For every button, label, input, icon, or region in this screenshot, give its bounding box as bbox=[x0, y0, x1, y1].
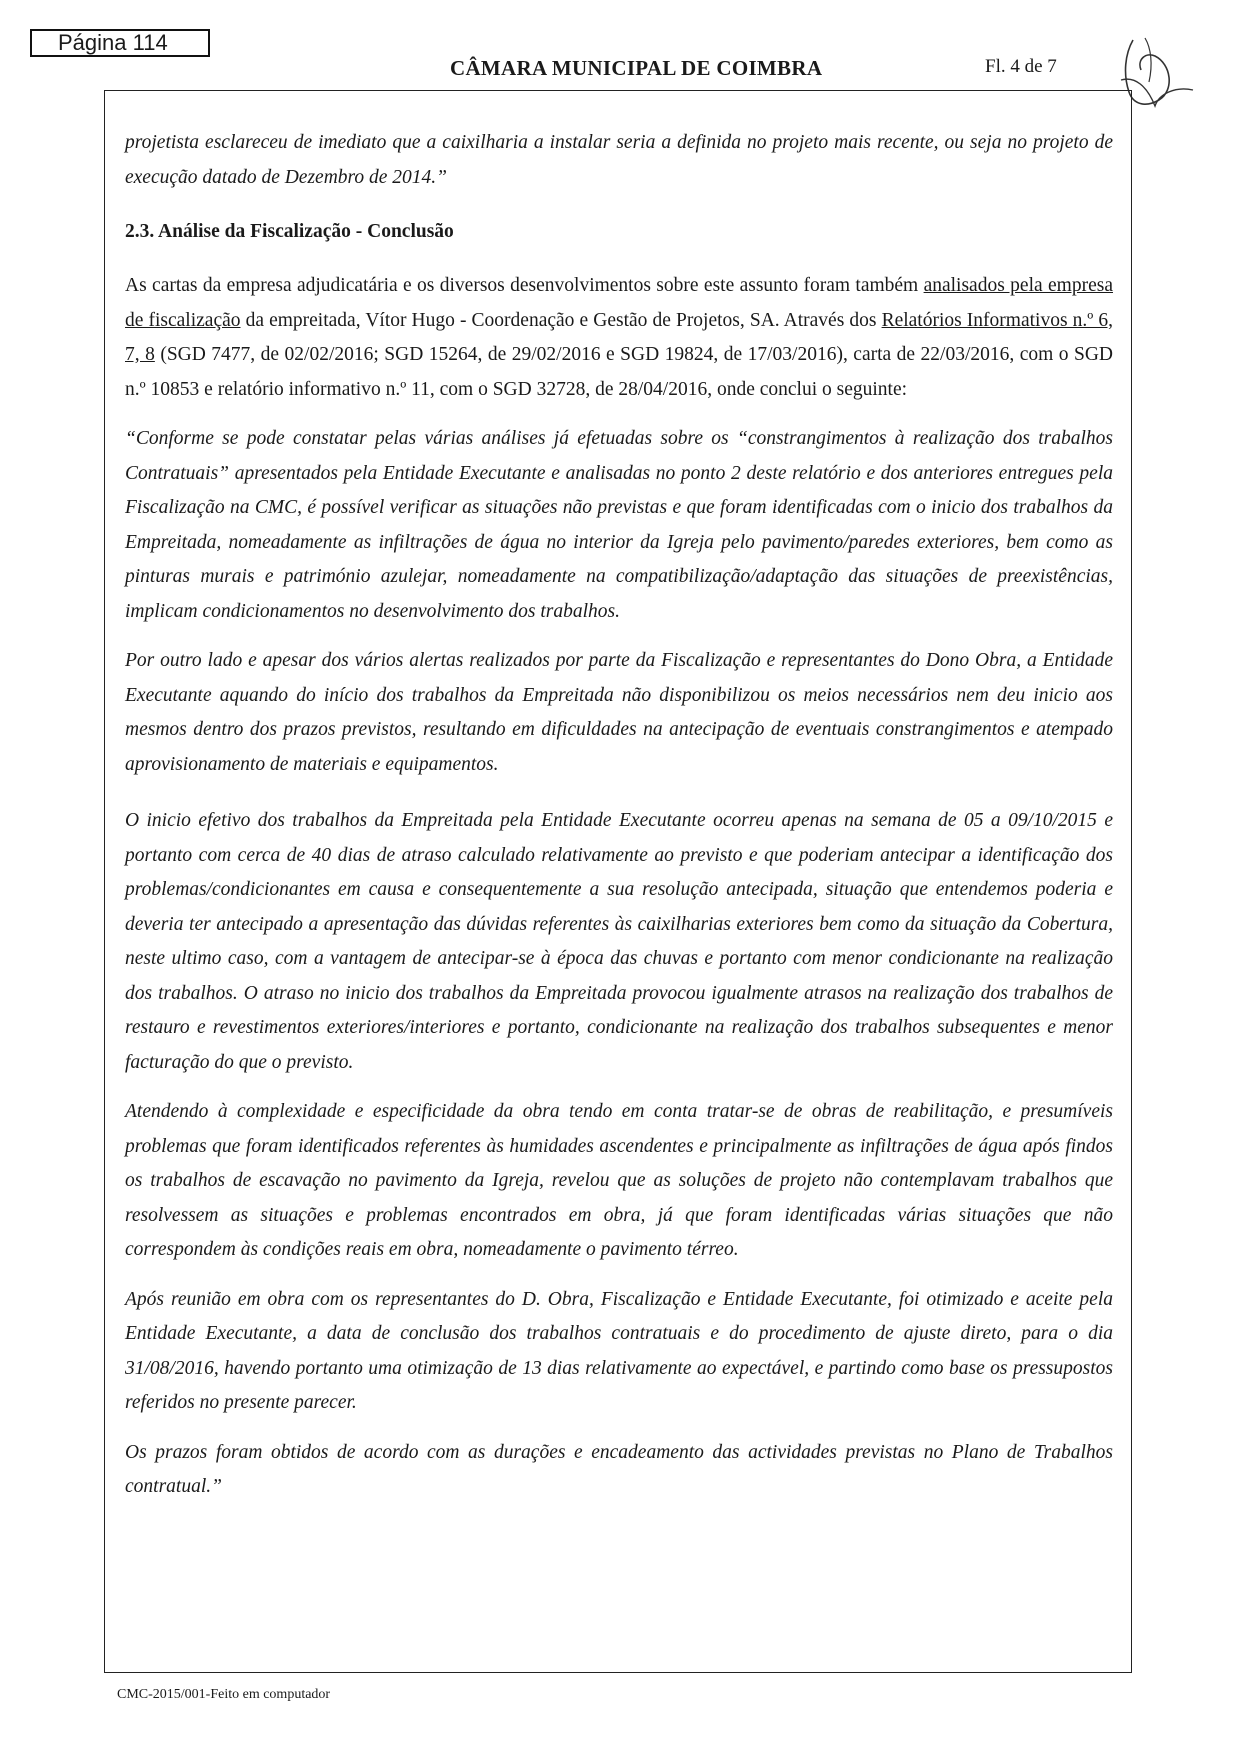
page-number-box: Página 114 bbox=[30, 29, 210, 57]
quote-paragraph-5: Após reunião em obra com os representantes do D. Obra, Fiscalização e Entidade Executante, foi otimizado e aceite pela Entidade Executante, a data de conclusão dos trabalhos contratuais e do procedimento de ajuste direto, para o dia 31/08/2016, havendo portanto uma otimização de 13 dias relativamente ao expectável, e partindo como base os pressupostos referidos no presente parecer. bbox=[125, 1288, 1113, 1413]
quote-paragraph-2: Por outro lado e apesar dos vários alertas realizados por parte da Fiscalização e representantes do Dono Obra, a Entidade Executante aquando do início dos trabalhos da Empreitada não disponibilizou os meios necessários nem deu inicio aos mesmos dentro dos prazos previstos, resultando em dificuldades na antecipação de eventuais constrangimentos e atempado aprovisionamento de materiais e equipamentos. bbox=[125, 650, 1113, 775]
folio-number: Fl. 4 de 7 bbox=[985, 56, 1057, 77]
intro-text-b: da empreitada, Vítor Hugo - Coordenação e Gestão de Projetos, SA. Através dos bbox=[240, 309, 882, 331]
section-heading: 2.3. Análise da Fiscalização - Conclusão bbox=[125, 221, 454, 242]
document-body bbox=[125, 126, 1113, 1505]
quote-paragraph-3: O inicio efetivo dos trabalhos da Empreitada pela Entidade Executante ocorreu apenas na semana de 05 a 09/10/2015 e portanto com cerca de 40 dias de atraso calculado relativamente ao previsto e que poderiam antecipar a identificação dos problemas/condicionantes em causa e consequentemente a sua resolução antecipada, situação que entendemos poderia e deveria ter antecipado a apresentação das dúvidas referentes às caixilharias exteriores bem como da situação da Cobertura, neste ultimo caso, com a vantagem de antecipar-se à época das chuvas e portanto com menor condicionante na realização dos trabalhos. O atraso no inicio dos trabalhos da Empreitada provocou igualmente atrasos na realização dos trabalhos de restauro e revestimentos exteriores/interiores e portanto, condicionante na realização dos trabalhos subsequentes e menor facturação do que o previsto. bbox=[125, 810, 1113, 1073]
intro-underlined-relatorios: Relatórios Informativos n.º 6, 7, 8 bbox=[125, 309, 1113, 365]
intro-text-a: As cartas da empresa adjudicatária e os diversos desenvolvimentos sobre este assunto foram também bbox=[125, 275, 924, 296]
quote-paragraph-6: Os prazos foram obtidos de acordo com as durações e encadeamento das actividades previstas no Plano de Trabalhos contratual.” bbox=[125, 1441, 1113, 1497]
paragraph-intro bbox=[125, 269, 1113, 407]
quote-paragraph-1: “Conforme se pode constatar pelas várias análises já efetuadas sobre os “constrangimentos à realização dos trabalhos Contratuais” apresentados pela Entidade Executante e analisadas no ponto 2 deste relatório e dos anteriores entregues pela Fiscalização na CMC, é possível verificar as situações não previstas e que foram identificadas com o inicio dos trabalhos da Empreitada, nomeadamente as infiltrações de água no interior da Igreja pelo pavimento/paredes exteriores, bem como as pinturas murais e património azulejar, nomeadamente na compatibilização/adaptação das situações de preexistências, implicam condicionamentos no desenvolvimento dos trabalhos. bbox=[125, 428, 1113, 622]
footer-note: CMC-2015/001-Feito em computador bbox=[117, 1687, 331, 1702]
intro-underlined-fiscalizacao: analisados pela empresa de fiscalização bbox=[125, 275, 1113, 331]
institution-title: CÂMARA MUNICIPAL DE COIMBRA bbox=[450, 56, 823, 80]
quote-paragraph-4: Atendendo à complexidade e especificidade da obra tendo em conta tratar-se de obras de reabilitação, e presumíveis problemas que foram identificados referentes às humidades ascendentes e principalmente as infiltrações de água após findos os trabalhos de escavação no pavimento da Igreja, revelou que as soluções de projeto não contemplavam trabalhos que resolvessem as situações e problemas encontrados em obra, já que foram identificadas várias situações que não correspondem às condições reais em obra, nomeadamente o pavimento térreo. bbox=[125, 1101, 1113, 1260]
intro-text-c: (SGD 7477, de 02/02/2016; SGD 15264, de 29/02/2016 e SGD 19824, de 17/03/2016), carta de 22/03/2016, com o SGD n.º 10853 e relatório informativo n.º 11, com o SGD 32728, de 28/04/2016, onde conclui o seguinte: bbox=[125, 344, 1114, 400]
paragraph-continuation: projetista esclareceu de imediato que a caixilharia a instalar seria a definida no projeto mais recente, ou seja no projeto de execução datado de Dezembro de 2014.” bbox=[125, 132, 1113, 188]
